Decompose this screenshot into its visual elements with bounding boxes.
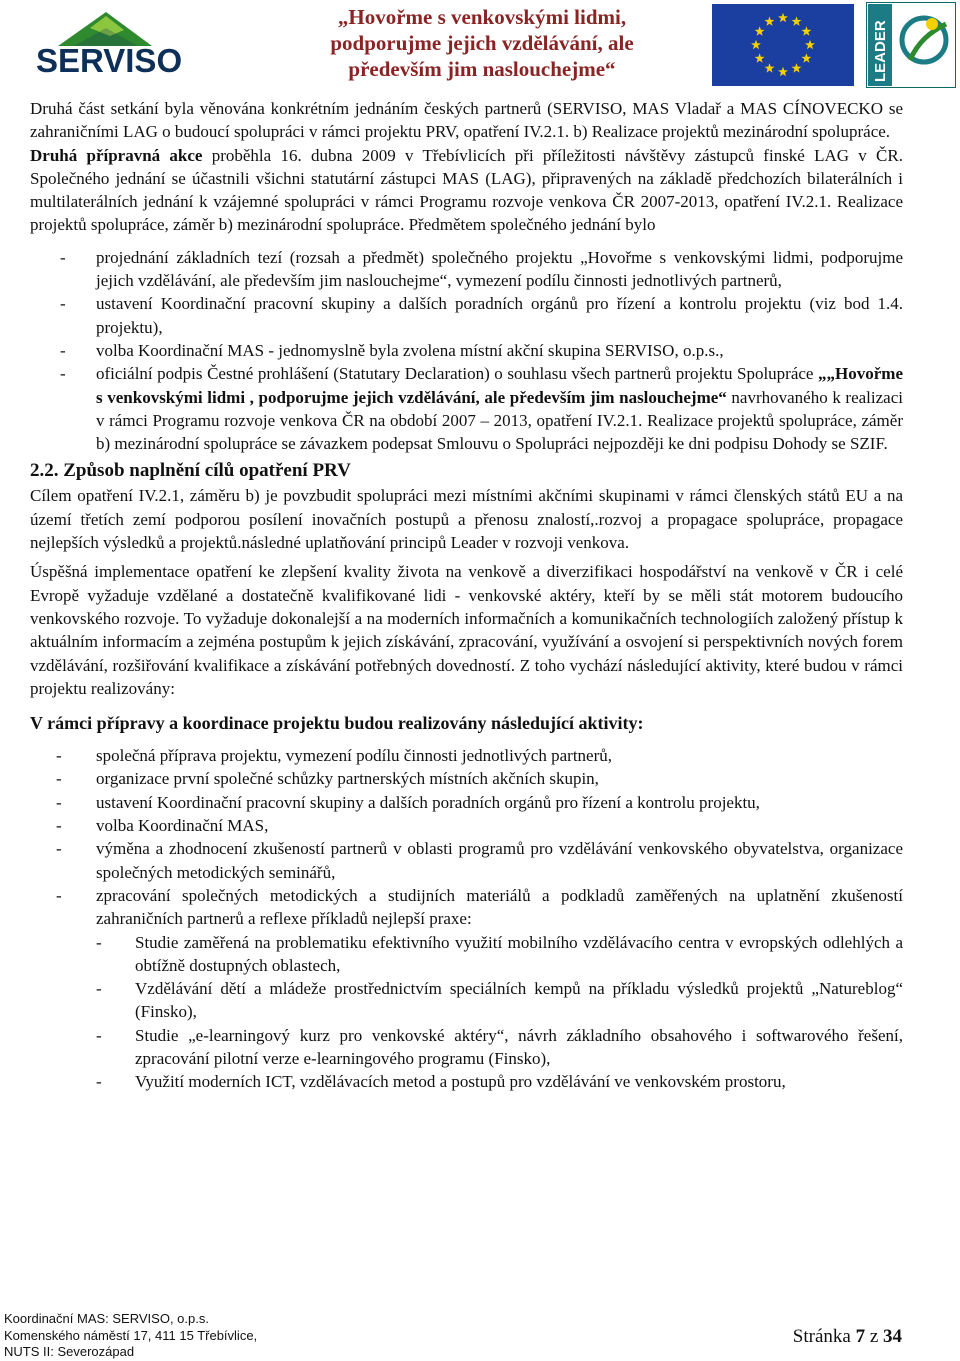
serviso-logo <box>34 6 214 78</box>
list-item: - společná příprava projektu, vymezení podílu činnosti jednotlivých partnerů, <box>30 744 903 767</box>
paragraph: Úspěšná implementace opatření ke zlepšení kvality života na venkově a diverzifikaci hospodářství na venkově v ČR i celé Evropě vyžaduje vzdělané a dostatečně kvalifikované lidi - venkovské aktéry, kteří by se měli stát motorem budoucího venkovského rozvoje. To vyžaduje dokonalejší a na moderních informačních a komunikačních technologiích založený přístup k aktuálním informacím a zejména postupům k jejich získávání, zpracování, využívání a osvojení si perspektivních nových forem vzdělávání, rozšiřování kvalifikace a získávání potřebných dovedností. Z toho vychází následující aktivity, které budou v rámci projektu realizovány: <box>30 562 903 698</box>
page-header <box>0 0 960 92</box>
sublist-item: - Využití moderních ICT, vzdělávacích metod a postupů pro vzdělávání ve venkovském prostoru, <box>96 1070 903 1093</box>
list-item: - zpracování společných metodických a studijních materiálů a podkladů zaměřených na uplatnění zkušeností zahraničních partnerů a reflexe příkladů nejlepší praxe: - Studie zaměřená na problematiku efektivního využití mobilního vzdělávacího centra v evropských odlehlých a obtížně dostupných oblastech, - Vzdělávání dětí a mládeže prostřednictvím speciálních kempů na příkladu výsledků projektů „Natureblog“ (Finsko), - Studie „e-learningový kurz pro venkovské aktéry“, návrh základního obsahového i softwarového řešení, zpracování pilotní verze e-learningového programu (Finsko), - Využití moderních ICT, vzdělávacích metod a postupů pro vzdělávání ve venkovském prostoru, <box>30 884 903 1094</box>
list-item: - ustavení Koordinační pracovní skupiny a dalších poradních orgánů pro řízení a kontrolu projektu, <box>30 791 903 814</box>
list-item: - organizace první společné schůzky partnerských místních akčních skupin, <box>30 767 903 790</box>
logo-text: SERVISO <box>36 42 183 78</box>
page-number: Stránka 7 z 34 <box>792 1326 902 1347</box>
footer-address: Koordinační MAS: SERVISO, o.p.s. Komenského náměstí 17, 411 15 Třebívlice, NUTS II: Severozápad <box>4 1311 258 1359</box>
section-heading: 2.2. Způsob naplnění cílů opatření PRV <box>30 460 351 482</box>
list-item: - volba Koordinační MAS, <box>30 814 903 837</box>
paragraph: Druhá přípravná akce proběhla 16. dubna 2009 v Třebívlicích při příležitosti návštěvy zástupců finské LAG v ČR. Společného jednání se účastnili všichni statutární zástupci MAS (LAG), připravených na základě předchozích bilaterálních i multilaterálních jednání k vzájemné spolupráci v rámci Programu rozvoje venkova ČR 2007-2013, opatření IV.2.1. Realizace projektů spolupráce, záměr b) mezinárodní spolupráce. Předmětem společného jednání bylo <box>30 145 903 235</box>
activities-list <box>30 744 903 1093</box>
paragraph: Druhá část setkání byla věnována konkrétním jednáním českých partnerů (SERVISO, MAS Vladař a MAS CÍNOVECKO se zahraničními LAG o budoucí spolupráci v rámci projektu PRV, opatření IV.2.1. b) Realizace projektů mezinárodní spolupráce. <box>30 99 903 142</box>
list-item: - projednání základních tezí (rozsah a předmět) společného projektu „Hovořme s venkovskými lidmi, podporujme jejich vzdělávání, ale především jim naslouchejme“, vymezení podílu činnosti jednotlivých partnerů, <box>30 246 903 293</box>
materials-sublist <box>96 931 903 1094</box>
list-item: - ustavení Koordinační pracovní skupiny a dalších poradních orgánů pro řízení a kontrolu projektu (viz bod 1.4. projektu), <box>30 292 903 339</box>
sublist-item: - Vzdělávání dětí a mládeže prostřednictvím speciálních kempů na příkladu výsledků projektů „Natureblog“ (Finsko), <box>96 977 903 1024</box>
leader-logo <box>866 2 956 88</box>
activities-heading: V rámci přípravy a koordinace projektu budou realizovány následující aktivity: <box>30 713 644 734</box>
document-body <box>30 97 903 1094</box>
agenda-list <box>30 246 903 456</box>
sublist-item: - Studie „e-learningový kurz pro venkovské aktéry“, návrh základního obsahového i softwarového řešení, zpracování pilotní verze e-learningového programu (Finsko), <box>96 1024 903 1071</box>
sublist-item: - Studie zaměřená na problematiku efektivního využití mobilního vzdělávacího centra v evropských odlehlých a obtížně dostupných oblastech, <box>96 931 903 978</box>
list-item: - výměna a zhodnocení zkušeností partnerů v oblasti programů pro vzdělávání venkovského obyvatelstva, organizace společných metodických seminářů, <box>30 837 903 884</box>
paragraph: Cílem opatření IV.2.1, záměru b) je povzbudit spolupráci mezi místními akčními skupinami v rámci členských států EU a na území třetích zemí podporou posílení inovačních postupů a přenosu znalostí,.rozvoj a propagace spolupráce, propagace nejlepších výsledků a projektů.následné uplatňování principů Leader v rozvoji venkova. <box>30 486 903 553</box>
list-item: - volba Koordinační MAS - jednomyslně byla zvolena místní akční skupina SERVISO, o.p.s., <box>30 339 903 362</box>
header-title: „Hovořme s venkovskými lidmi, podporujme jejich vzdělávání, ale především jim naslouchejme“ <box>330 5 634 81</box>
eu-flag-icon <box>712 4 854 86</box>
leader-logo-text: LEADER <box>872 20 889 82</box>
list-item: - oficiální podpis Čestné prohlášení (Statutary Declaration) o souhlasu všech partnerů projektu Spolupráce „„Hovořme s venkovskými lidmi , podporujme jejich vzdělávání, ale především jim naslouchejme“ navrhovaného k realizaci v rámci Programu rozvoje venkova ČR na období 2007 – 2013, opatření IV.2.1. Realizace projektů spolupráce, záměr b) mezinárodní spolupráce se závazkem podepsat Smlouvu o Spolupráci nejpozději ke dni podpisu Dohody se SZIF. <box>30 362 903 455</box>
